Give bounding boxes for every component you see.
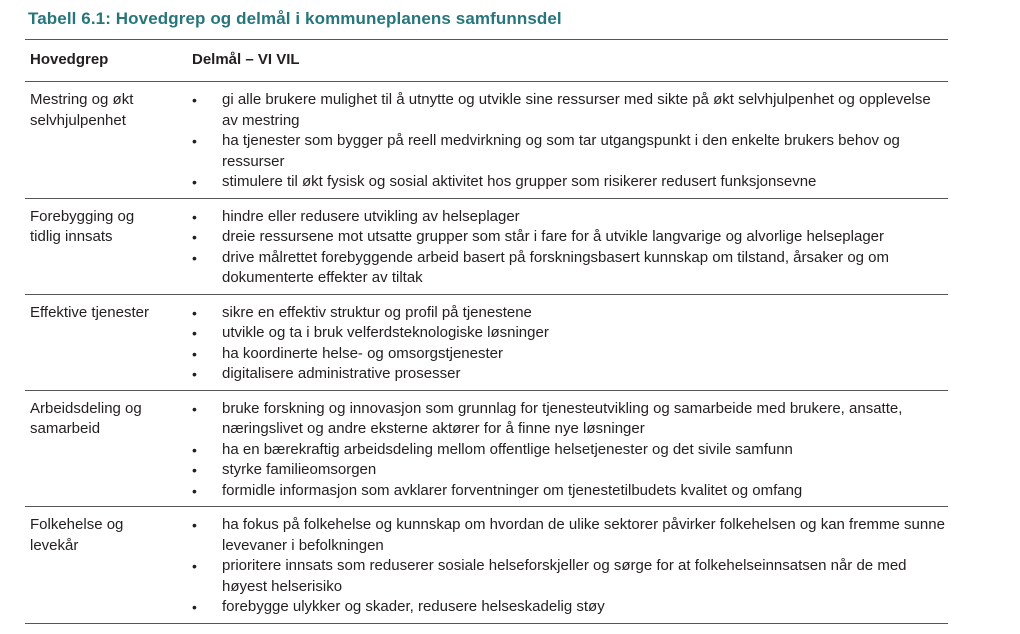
delmal-text: utvikle og ta i bruk velferdsteknologiske løsninger [222,324,549,341]
delmal-text: formidle informasjon som avklarer forventninger om tjenestetilbudets kvalitet og omfang [222,481,803,499]
bullet-icon: • [192,517,197,533]
delmal-text: stimulere til økt fysisk og sosial aktivitet hos grupper som risikerer redusert funksjonsevne [222,173,817,190]
hovedgrep-cell: Mestring og økt selvhjulpenhet [30,91,134,129]
delmal-text: ha tjenester som bygger på reell medvirkning og som tar utgangspunkt i den enkelte brukers behov og ressurser [222,132,900,170]
bullet-icon: • [192,558,197,574]
bullet-icon: • [192,462,197,478]
hovedgrep-cell: Arbeidsdeling og samarbeid [30,399,142,437]
delmal-text: ha en bærekraftig arbeidsdeling mellom offentlige helsetjenester og det sivile samfunn [222,440,793,458]
delmal-item [192,248,948,289]
delmal-item [192,207,948,228]
delmal-item [192,440,948,461]
delmal-text: sikre en effektiv struktur og profil på tjenestene [222,303,532,321]
delmal-text: hindre eller redusere utvikling av helseplager [222,207,520,225]
bullet-icon: • [192,482,197,499]
delmal-item [192,303,948,324]
bullet-icon: • [192,133,197,149]
header-hovedgrep: Hovedgrep [30,51,109,68]
delmal-item [192,172,948,193]
delmal-text: ha fokus på folkehelse og kunnskap om hvordan de ulike sektorer påvirker folkehelsen og kan fremme sunne levevaner i befolkningen [222,516,945,554]
delmal-item [192,556,948,597]
hovedgrep-cell: Effektive tjenester [30,303,149,321]
document-page [25,0,948,624]
bullet-icon: • [192,174,197,190]
delmal-item [192,597,948,618]
delmal-item [192,460,948,481]
delmal-item [192,227,948,248]
delmal-list [190,515,948,618]
bullet-icon: • [192,441,197,458]
delmal-text: digitalisere administrative prosesser [222,365,461,382]
delmal-text: prioritere innsats som reduserer sosiale helseforskjeller og sørge for at folkehelseinnsatsen når de med høyest helserisiko [222,557,907,595]
table-body [25,82,948,624]
bullet-icon: • [192,345,197,362]
delmal-item [192,399,948,440]
bullet-icon: • [192,366,197,382]
delmal-text: gi alle brukere mulighet til å utnytte og utvikle sine ressurser med sikte på økt selvhjulpenhet og opplevelse av mestring [222,91,931,129]
hovedgrep-cell: Forebygging og tidlig innsats [30,207,135,245]
bullet-icon: • [192,599,197,615]
delmal-text: dreie ressursene mot utsatte grupper som står i fare for å utvikle langvarige og alvorlige helseplager [222,228,885,245]
delmal-list [190,399,948,502]
delmal-item [192,515,948,556]
bullet-icon: • [192,229,197,245]
delmal-text: bruke forskning og innovasjon som grunnlag for tjenesteutvikling og samarbeide med brukere, ansatte, næringslivet og andre eksterne aktører for å finne nye løsninger [222,399,903,437]
table-row [25,82,948,199]
bullet-icon: • [192,325,197,341]
bullet-icon: • [192,208,197,225]
table-row [25,507,948,624]
header-delmal: Delmål – VI VIL [192,51,300,68]
table-header-row [25,40,948,82]
delmal-text: drive målrettet forebyggende arbeid basert på forskningsbasert kunnskap om tilstand, årsaker og om dokumenterte effekter av tiltak [222,248,890,286]
table-row [25,295,948,391]
bullet-icon: • [192,92,197,108]
delmal-list [190,303,948,385]
delmal-item [192,131,948,172]
delmal-item [192,90,948,131]
goals-table [25,39,948,624]
delmal-text: forebygge ulykker og skader, redusere helseskadelig støy [222,598,605,615]
delmal-list [190,90,948,193]
page-title: Tabell 6.1: Hovedgrep og delmål i kommuneplanens samfunnsdel [28,9,562,28]
delmal-text: styrke familieomsorgen [222,461,377,478]
bullet-icon: • [192,400,197,417]
delmal-item [192,344,948,365]
delmal-item [192,323,948,344]
delmal-text: ha koordinerte helse- og omsorgstjenester [222,344,503,362]
table-row [25,391,948,508]
delmal-item [192,364,948,385]
delmal-item [192,481,948,502]
delmal-list [190,207,948,289]
bullet-icon: • [192,249,197,266]
hovedgrep-cell: Folkehelse og levekår [30,516,124,554]
bullet-icon: • [192,304,197,321]
table-row [25,199,948,295]
